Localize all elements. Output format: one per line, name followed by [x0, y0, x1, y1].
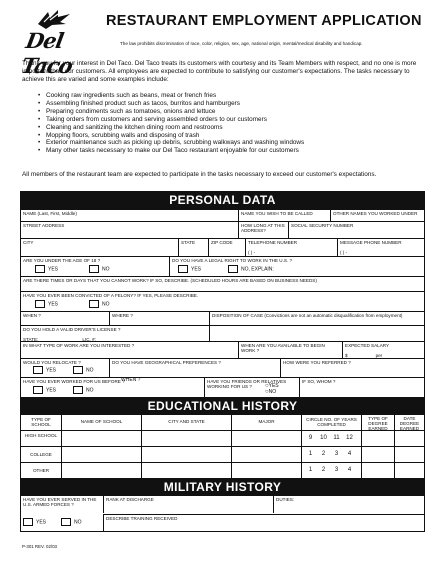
ssn-field[interactable]: SOCIAL SECURITY NUMBER [288, 222, 424, 238]
education-header-row [21, 414, 424, 430]
form-row [21, 495, 424, 531]
yes-checkbox[interactable] [33, 366, 43, 374]
degree-type-field[interactable] [361, 463, 394, 478]
list-item: • Many other tasks necessary to make our Del Taco restaurant enjoyable for our customers [38, 147, 418, 155]
table-row [21, 430, 424, 446]
available-field[interactable]: WHEN ARE YOU AVAILABLE TO BEGIN WORK ? [238, 342, 342, 358]
list-item: • Mopping floors, scrubbing walls and disposing of trash [38, 132, 418, 140]
section-educational-history: EDUCATIONAL HISTORY [21, 397, 424, 414]
work-type-field[interactable]: IN WHAT TYPE OF WORK ARE YOU INTERESTED ? [23, 343, 135, 348]
felony-when-field[interactable]: WHEN ? [23, 313, 41, 318]
yes-checkbox[interactable] [35, 265, 45, 273]
yes-checkbox[interactable] [35, 300, 45, 308]
form-row [21, 311, 424, 325]
degree-date-field[interactable] [394, 447, 424, 462]
major-field[interactable] [231, 447, 301, 462]
column-header: TYPE OF DEGREE EARNED [361, 415, 394, 430]
degree-date-field[interactable] [394, 431, 424, 446]
yes-radio[interactable]: ○ [265, 383, 269, 389]
no-checkbox[interactable] [89, 300, 99, 308]
form-row [21, 377, 424, 397]
yes-checkbox[interactable] [33, 386, 43, 394]
form-row [21, 341, 424, 358]
logo-text: Del Taco [19, 28, 75, 78]
degree-type-field[interactable] [361, 447, 394, 462]
under-18-question: ARE YOU UNDER THE AGE OF 18 ? YES NO [23, 258, 110, 273]
school-type: HIGH SCHOOL [24, 433, 58, 438]
felony-where-field[interactable]: WHERE ? [109, 312, 209, 325]
felony-question: HAVE YOU EVER BEEN CONVICTED OF A FELONY? IF YES, PLEASE DESCRIBE. YES NO [21, 291, 424, 311]
list-item: • Preparing condiments such as tomatoes, onions and lettuce [38, 108, 418, 116]
zip-field[interactable]: ZIP CODE [208, 239, 245, 256]
street-field[interactable]: STREET ADDRESS [23, 223, 65, 228]
degree-date-field[interactable] [394, 463, 424, 478]
no-checkbox[interactable] [61, 518, 71, 526]
list-item: • Taking orders from customers and serving assembled orders to our customers [38, 116, 418, 124]
referred-field[interactable]: HOW WERE YOU REFERRED ? [280, 359, 424, 377]
disposition-field[interactable]: DISPOSITION OF CASE (Convictions are not an automatic disqualification from employment) [209, 312, 424, 325]
column-header: CIRCLE NO. OF YEARS COMPLETED [301, 415, 361, 430]
bird-logo-icon [36, 8, 72, 30]
no-checkbox[interactable] [73, 366, 83, 374]
duties-field[interactable]: DUTIES: [273, 496, 424, 513]
form-row [21, 209, 424, 221]
table-row [21, 446, 424, 462]
license-question: DO YOU HOLD A VALID DRIVER'S LICENSE ? STATE: LIC. #: [23, 327, 121, 341]
telephone-field[interactable]: TELEPHONE NUMBER ( ) - [245, 239, 337, 256]
school-city-field[interactable] [141, 447, 231, 462]
list-item: • Assembling finished product such as tacos, burritos and hamburgers [38, 100, 418, 108]
message-phone-field[interactable]: MESSAGE PHONE NUMBER ( ) - [337, 239, 424, 256]
page-title: RESTAURANT EMPLOYMENT APPLICATION [106, 13, 422, 29]
form-row [21, 358, 424, 377]
school-type: OTHER [32, 468, 50, 473]
rank-field[interactable]: RANK AT DISCHARGE [103, 496, 273, 513]
years-completed[interactable]: 9 10 11 12 [301, 431, 361, 446]
called-field[interactable]: NAME YOU WISH TO BE CALLED [238, 210, 330, 221]
training-field[interactable]: DESCRIBE TRAINING RECEIVED [103, 514, 424, 531]
relocate-question: WOULD YOU RELOCATE ? YES NO [23, 360, 94, 374]
served-question: HAVE YOU EVER SERVED IN THE U.S. ARMED FORCES ? YES NO [23, 497, 97, 526]
state-field[interactable]: STATE [178, 239, 208, 256]
school-type: COLLEGE [30, 452, 52, 457]
column-header: DATE DEGREE EARNED [394, 415, 424, 430]
column-header: MAJOR [231, 415, 301, 430]
application-form [20, 191, 425, 532]
form-row [21, 256, 424, 276]
school-name-field[interactable] [61, 463, 141, 478]
how-long-field[interactable]: HOW LONG AT THIS ADDRESS? [238, 222, 288, 238]
column-header: TYPE OF SCHOOL [31, 417, 51, 428]
whom-field[interactable]: IF SO, WHOM ? [299, 378, 424, 397]
no-checkbox[interactable] [73, 386, 83, 394]
times-days-field[interactable]: ARE THERE TIMES OR DAYS THAT YOU CANNOT WORK? IF SO, DESCRIBE. (SCHEDULED HOURS ARE BASED ON BUSINESS NEEDS) [21, 276, 424, 291]
no-radio[interactable]: ○ [265, 389, 269, 395]
salary-field[interactable]: EXPECTED SALARY $ per [342, 342, 424, 358]
all-members-note: All members of the restaurant team are expected to participate in the tasks necessary to exceed our customer's expectations. [22, 171, 377, 178]
form-row [21, 238, 424, 256]
column-header: CITY AND STATE [141, 415, 231, 430]
form-row [21, 325, 424, 341]
list-item: • Cooking raw ingredients such as beans, meat or french fries [38, 92, 418, 100]
column-header: NAME OF SCHOOL [61, 415, 141, 430]
del-taco-logo [19, 8, 100, 78]
table-row [21, 462, 424, 478]
worked-before-question: HAVE YOU EVER WORKED FOR US BEFORE ? YES NO WHEN ? [23, 378, 141, 394]
major-field[interactable] [231, 463, 301, 478]
legal-right-question: DO YOU HAVE A LEGAL RIGHT TO WORK IN THE U.S. ? YES NO, EXPLAIN: [169, 257, 424, 276]
section-military-history: MILITARY HISTORY [21, 478, 424, 495]
years-completed[interactable]: 1 2 3 4 [301, 447, 361, 462]
section-personal-data: PERSONAL DATA [21, 192, 424, 209]
years-completed[interactable]: 1 2 3 4 [301, 463, 361, 478]
task-list [38, 92, 418, 155]
other-names-field[interactable]: OTHER NAMES YOU WORKED UNDER [330, 210, 424, 221]
city-field[interactable]: CITY [23, 240, 34, 245]
intro-paragraph: Thank you for your interest in Del Taco. Del Taco treats its customers with courtesy and its Team Members with respect, and no one is more important than our customers. All employees are expected to contribute to satisfying our customer's expectations. The tasks necessary to achieve this are varied and some examples include: [22, 60, 417, 83]
yes-checkbox[interactable] [178, 265, 188, 273]
major-field[interactable] [231, 431, 301, 446]
list-item: • Exterior maintenance such as picking up debris, scrubbing walkways and washing windows [38, 139, 418, 147]
school-city-field[interactable] [141, 431, 231, 446]
school-city-field[interactable] [141, 463, 231, 478]
school-name-field[interactable] [61, 431, 141, 446]
school-name-field[interactable] [61, 447, 141, 462]
name-field[interactable]: NAME (Last, First, Middle) [23, 211, 77, 216]
form-revision: P-301 REV. 02/03 [22, 544, 57, 549]
degree-type-field[interactable] [361, 431, 394, 446]
license-blank [209, 326, 424, 341]
no-checkbox[interactable] [89, 265, 99, 273]
yes-checkbox[interactable] [23, 518, 33, 526]
no-checkbox[interactable] [228, 265, 238, 273]
geo-pref-field[interactable]: DO YOU HAVE GEOGRAPHICAL PREFERENCES ? [109, 359, 280, 377]
list-item: • Cleaning and sanitizing the kitchen dining room and restrooms [38, 124, 418, 132]
friends-question: HAVE YOU FRIENDS OR RELATIVES WORKING FOR US ? ○YES ○NO [204, 378, 299, 397]
page-subtitle: The law prohibits discrimination of race, color, religion, sex, age, national origin, mental/medical disability and handicap. [120, 41, 363, 46]
form-row [21, 221, 424, 238]
